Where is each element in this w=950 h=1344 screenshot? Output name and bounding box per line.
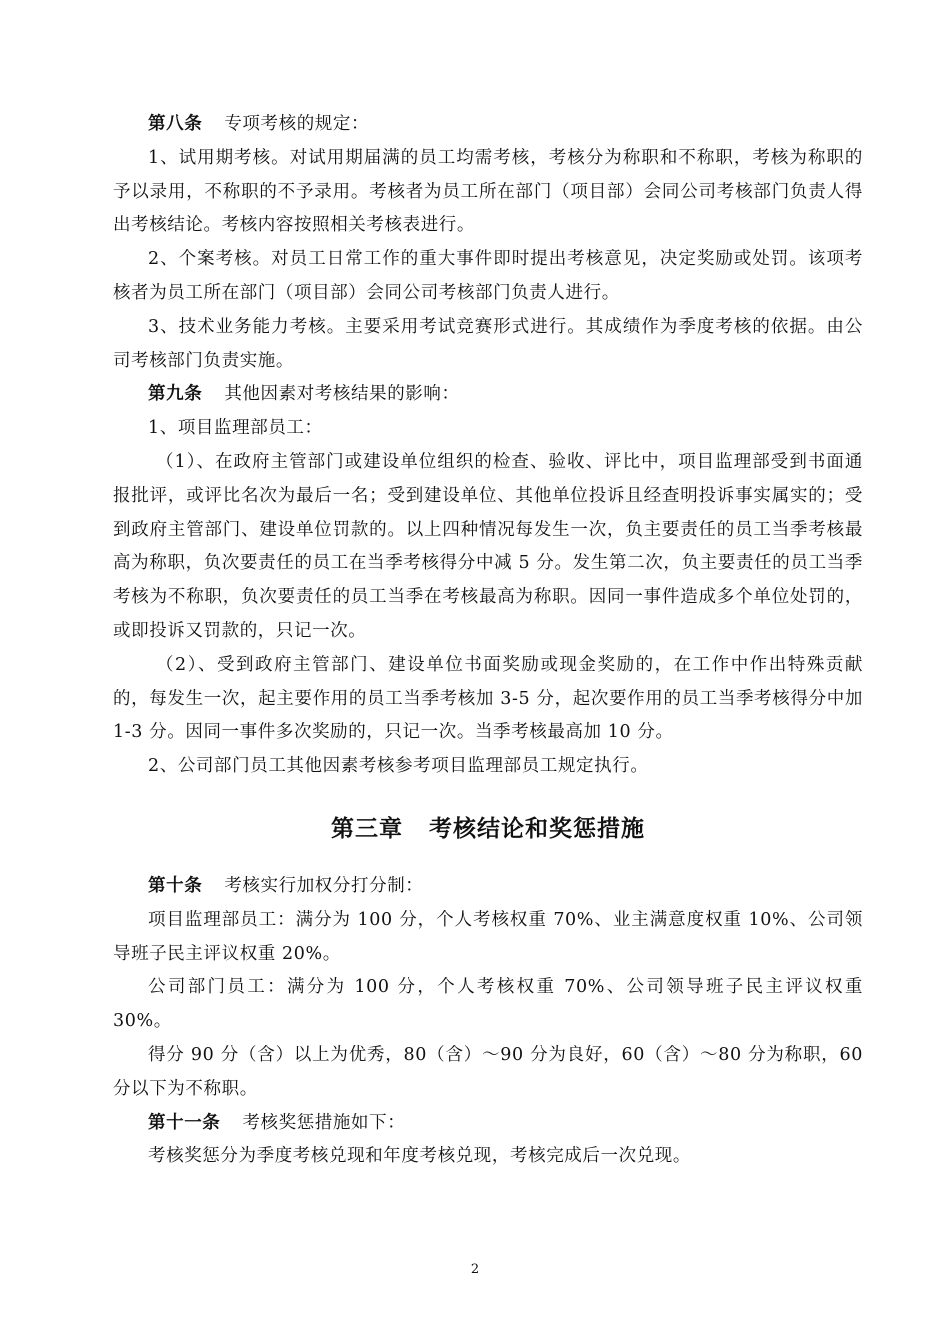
document-body xyxy=(113,108,863,1174)
article-11-para: 考核奖惩分为季度考核兑现和年度考核兑现，考核完成后一次兑现。 xyxy=(148,1146,691,1167)
article-10-heading xyxy=(113,870,863,904)
article-9-sub-item-1: （1）、在政府主管部门或建设单位组织的检查、验收、评比中，项目监理部受到书面通报批评，或评比名次为最后一名；受到建设单位、其他单位投诉且经查明投诉事实属实的；受到政府主管部门、建设单位罚款的。以上四种情况每发生一次，负主要责任的员工当季考核最高为称职，负次要责任的员工在当季考核得分中减 5 分。发生第二次，负主要责任的员工当季考核为不称职，负次要责任的员工当季在考核最高为称职。因同一事件造成多个单位处罚的，或即投诉又罚款的，只记一次。 xyxy=(113,451,863,641)
article-9-item-1: 1、项目监理部员工： xyxy=(148,418,323,439)
chapter-title xyxy=(113,809,863,849)
article-10-para-2: 公司部门员工：满分为 100 分，个人考核权重 70%、公司领导班子民主评议权重 30%。 xyxy=(113,977,863,1032)
article-10-title: 考核实行加权分打分制： xyxy=(224,875,424,896)
article-9-item-2: 2、公司部门员工其他因素考核参考项目监理部员工规定执行。 xyxy=(148,756,649,777)
article-10-label: 第十条 xyxy=(148,875,203,896)
article-8-item-1: 1、试用期考核。对试用期届满的员工均需考核，考核分为称职和不称职，考核为称职的予以录用，不称职的不予录用。考核者为员工所在部门（项目部）会同公司考核部门负责人得出考核结论。考核内容按照相关考核表进行。 xyxy=(113,147,863,236)
article-11-heading xyxy=(113,1107,863,1141)
article-8-item-3: 3、技术业务能力考核。主要采用考试竞赛形式进行。其成绩作为季度考核的依据。由公司考核部门负责实施。 xyxy=(113,316,863,371)
page-number: 2 xyxy=(470,1262,480,1277)
article-11-label: 第十一条 xyxy=(148,1112,221,1133)
chapter-number: 第三章 xyxy=(331,815,403,842)
article-9-heading xyxy=(113,378,863,412)
article-8-item-2: 2、个案考核。对员工日常工作的重大事件即时提出考核意见，决定奖励或处罚。该项考核者为员工所在部门（项目部）会同公司考核部门负责人进行。 xyxy=(113,249,863,303)
chapter-name: 考核结论和奖惩措施 xyxy=(429,815,645,842)
article-9-label: 第九条 xyxy=(148,384,203,405)
article-9-sub-item-2: （2）、受到政府主管部门、建设单位书面奖励或现金奖励的，在工作中作出特殊贡献的，每发生一次，起主要作用的员工当季考核加 3-5 分，起次要作用的员工当季考核得分中加 1-3 分。因同一事件多次奖励的，只记一次。当季考核最高加 10 分。 xyxy=(113,654,863,743)
article-10-para-3: 得分 90 分（含）以上为优秀，80（含）～90 分为良好，60（含）～80 分为称职，60 分以下为不称职。 xyxy=(113,1044,863,1099)
article-8-heading xyxy=(113,108,863,142)
article-8-label: 第八条 xyxy=(148,114,203,134)
article-8-title: 专项考核的规定： xyxy=(224,114,370,134)
article-9-title: 其他因素对考核结果的影响： xyxy=(224,384,460,405)
article-11-title: 考核奖惩措施如下： xyxy=(242,1112,406,1133)
article-10-para-1: 项目监理部员工：满分为 100 分，个人考核权重 70%、业主满意度权重 10%、公司领导班子民主评议权重 20%。 xyxy=(113,909,863,964)
